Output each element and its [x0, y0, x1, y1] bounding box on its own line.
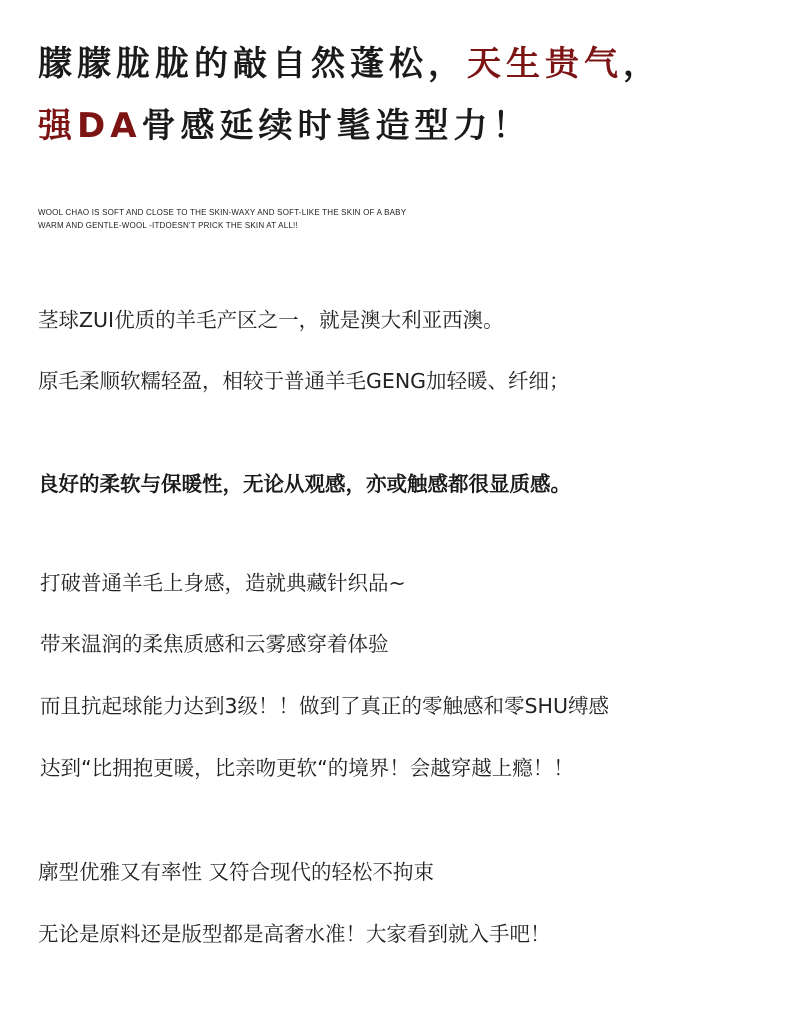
paragraph-bold-highlight: 良好的柔软与保暖性，无论从观感，亦或触感都很显质感。 — [38, 472, 571, 496]
english-note-line-2: WARM AND GENTLE-WOOL -ITDOESN'T PRICK THE SKIN AT ALL!! — [38, 221, 298, 230]
headline-1-black: 朦朦胧胧的敲自然蓬松， — [38, 44, 467, 84]
paragraph-silhouette: 廓型优雅又有率性 又符合现代的轻松不拘束 — [38, 860, 435, 884]
headline-2-black: 骨感延续时髦造型力！ — [141, 106, 532, 146]
paragraph-knit: 打破普通羊毛上身感，造就典藏针织品~ — [40, 571, 406, 595]
english-note-line-1: WOOL CHAO IS SOFT AND CLOSE TO THE SKIN-WAXY AND SOFT-LIKE THE SKIN OF A BABY — [38, 208, 407, 217]
headline-line-1 — [38, 44, 662, 84]
paragraph-pilling: 而且抗起球能力达到3级！！做到了真正的零触感和零SHU缚感 — [40, 694, 609, 718]
paragraph-quality: 无论是原料还是版型都是高奢水准！大家看到就入手吧！ — [38, 922, 551, 946]
paragraph-origin: 茎球ZUI优质的羊毛产区之一，就是澳大利亚西澳。 — [38, 308, 504, 332]
headline-1-end: ， — [623, 44, 662, 84]
paragraph-warmth: 达到“比拥抱更暖，比亲吻更软“的境界！会越穿越上瘾！！ — [40, 756, 574, 780]
paragraph-fiber: 原毛柔顺软糯轻盈，相较于普通羊毛GENG加轻暖、纤细； — [38, 369, 570, 393]
headline-2-red: 强DA — [38, 106, 142, 146]
headline-line-2 — [38, 106, 532, 146]
paragraph-texture: 带来温润的柔焦质感和云雾感穿着体验 — [40, 632, 389, 656]
headline-1-red: 天生贵气 — [467, 44, 623, 84]
